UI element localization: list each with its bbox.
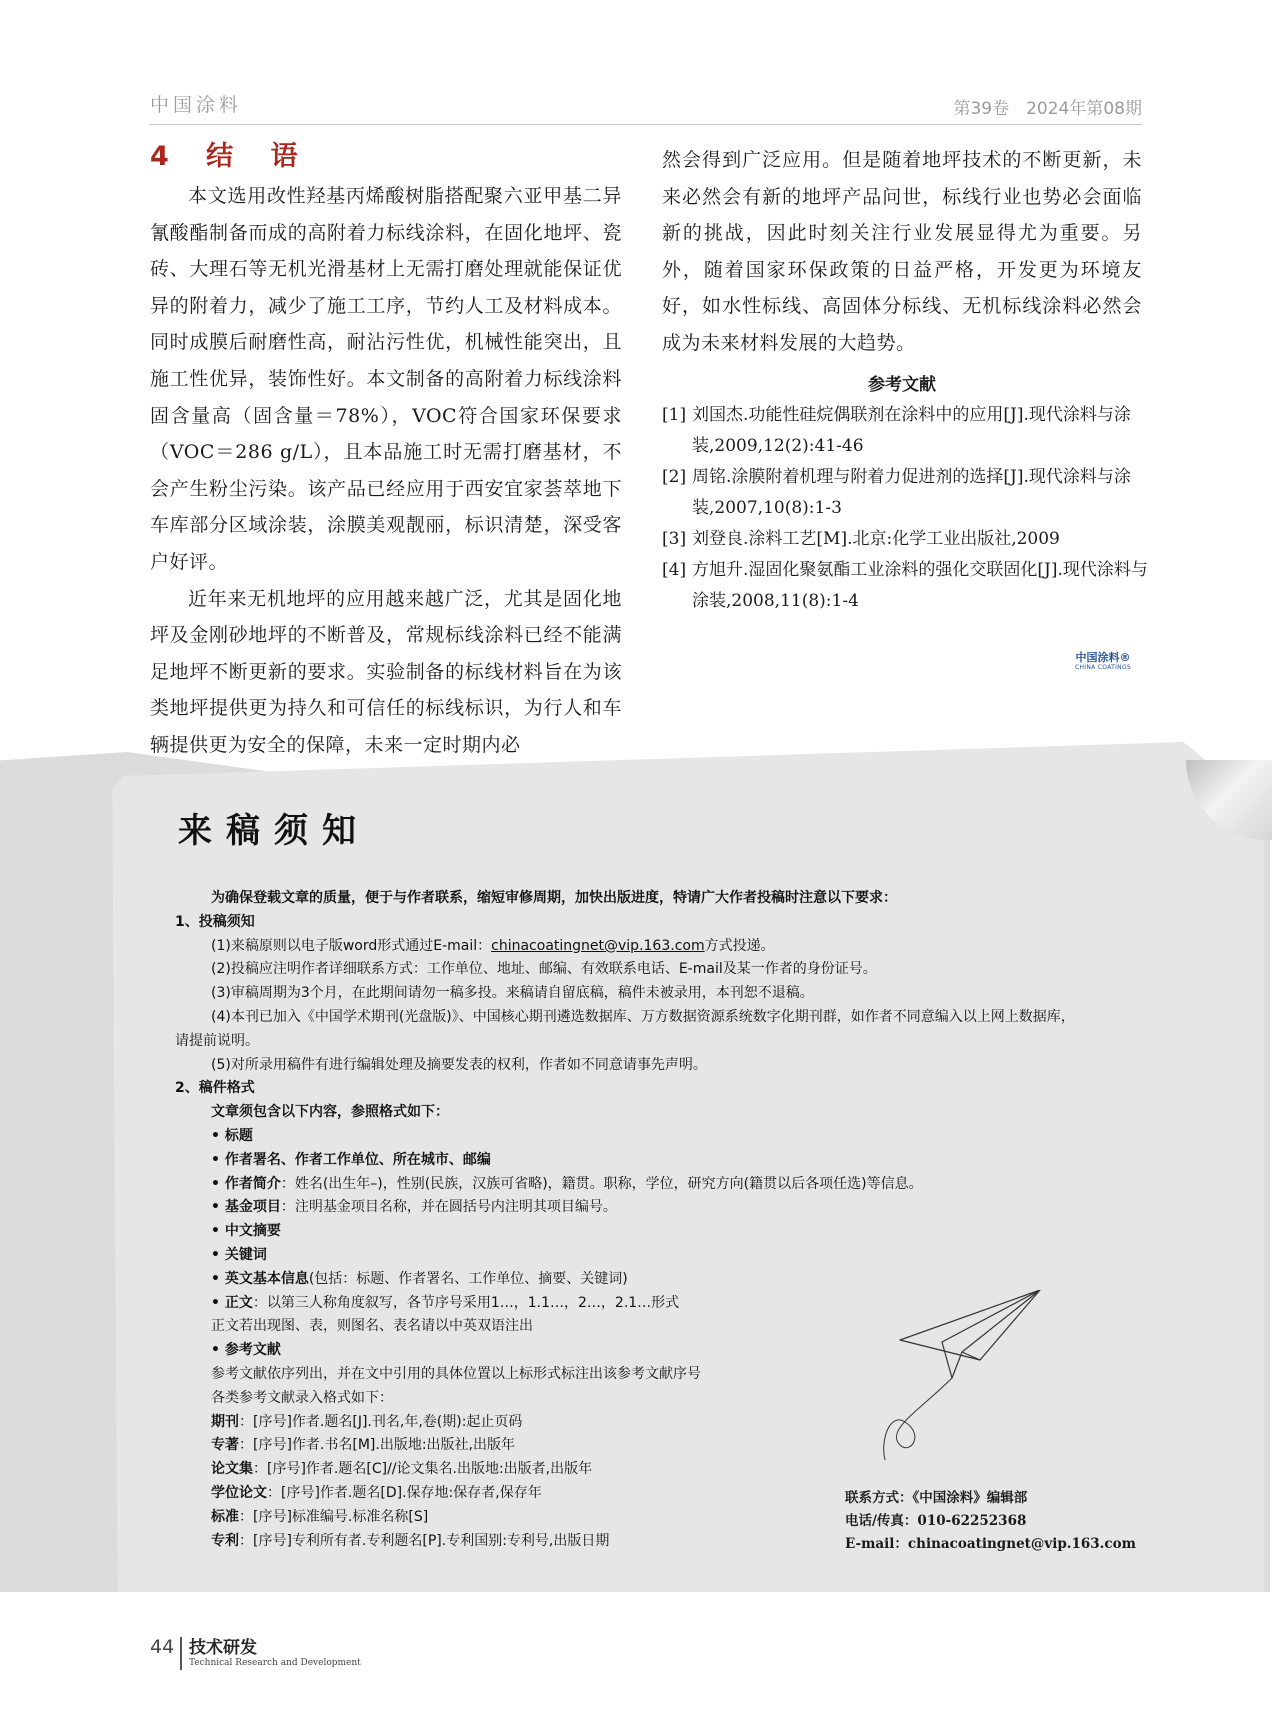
contact-editorial: 联系方式：《中国涂料》编辑部 xyxy=(845,1490,1028,1506)
reference-format-label: 标准 xyxy=(211,1508,239,1525)
format-bullet-text: ：以第三人称角度叙写，各节序号采用1…，1.1…，2…，2.1…形式 xyxy=(252,1294,680,1311)
paragraph: 本文选用改性羟基丙烯酸树脂搭配聚六亚甲基二异氰酸酯制备而成的高附着力标线涂料，在固化地坪、瓷砖、大理石等无机光滑基材上无需打磨处理就能保证优异的附着力，减少了施工工序，节约人工及材料成本。同时成膜后耐磨性高，耐沾污性优，机械性能突出，且施工性优异，装饰性好。本文制备的高附着力标线涂料固含量高（固含量＝78%），VOC符合国家环保要求（VOC＝286 g/L），且本品施工时无需打磨基材，不会产生粉尘污染。该产品已经应用于西安宜家荟萃地下车库部分区域涂装，涂膜美观靓丽，标识清楚，深受客户好评。 xyxy=(150,185,622,573)
china-coatings-logo xyxy=(1058,652,1148,671)
reference-item xyxy=(662,400,1152,462)
format-bullet xyxy=(175,1268,1175,1292)
footer-section-cn: 技术研发 xyxy=(189,1638,257,1658)
reference-format-label: 学位论文 xyxy=(211,1484,267,1501)
paper-plane-icon xyxy=(880,1290,1060,1460)
reference-number: [2] xyxy=(662,467,687,487)
format-bullet-label: • 正文 xyxy=(211,1294,253,1311)
format-bullet: • 参考文献 xyxy=(211,1342,281,1359)
reference-format-text: ：[序号]作者.题名[C]//论文集名.出版地:出版者,出版年 xyxy=(253,1461,593,1478)
left-column xyxy=(150,178,622,764)
page-number: 44 xyxy=(150,1636,175,1658)
notice-item: (4)本刊已加入《中国学术期刊(光盘版)》、中国核心期刊遴选数据库、万方数据资源系统数字化期刊群，如作者不同意编入以上网上数据库， xyxy=(211,1008,1075,1025)
reference-item xyxy=(662,524,1152,555)
notice-intro: 为确保登载文章的质量，便于与作者联系，缩短审修周期，加快出版进度，特请广大作者投稿时注意以下要求： xyxy=(211,890,897,906)
notice-section-2-title: 2、稿件格式 xyxy=(175,1080,255,1097)
format-bullet xyxy=(175,1173,1175,1197)
notice-item-continued: 请提前说明。 xyxy=(175,1032,259,1049)
notice-item xyxy=(175,935,1175,959)
reference-item xyxy=(662,555,1152,617)
notice-item-text: 方式投递。 xyxy=(704,937,775,954)
reference-format-text: ：[序号]作者.书名[M].出版地:出版社,出版年 xyxy=(239,1437,515,1454)
format-bullet-text: ：姓名(出生年–)，性别(民族，汉族可省略)，籍贯。职称，学位，研究方向(籍贯以后各项任选)等信息。 xyxy=(280,1175,923,1192)
format-bullet: • 关键词 xyxy=(211,1246,267,1263)
notice-item-text: (1)来稿原则以电子版word形式通过E-mail： xyxy=(211,937,492,954)
notice-title: 来稿须知 xyxy=(178,811,370,851)
format-intro: 文章须包含以下内容，参照格式如下： xyxy=(211,1104,449,1121)
reference-text: 周铭.涂膜附着机理与附着力促进剂的选择[J].现代涂料与涂装,2007,10(8):1-3 xyxy=(692,467,1131,518)
reference-number: [1] xyxy=(662,405,687,425)
paragraph: 然会得到广泛应用。但是随着地坪技术的不断更新，未来必然会有新的地坪产品问世，标线行业也势必会面临新的挑战，因此时刻关注行业发展显得尤为重要。另外，随着国家环保政策的日益严格，开发更为环境友好，如水性标线、高固体分标线、无机标线涂料必然会成为未来材料发展的大趋势。 xyxy=(662,149,1142,354)
format-note: 各类参考文献录入格式如下： xyxy=(211,1389,393,1406)
journal-name: 中国涂料 xyxy=(150,94,243,116)
notice-item: (3)审稿周期为3个月，在此期间请勿一稿多投。来稿请自留底稿，稿件未被录用，本刊恕不退稿。 xyxy=(211,985,814,1002)
format-bullet-label: • 基金项目 xyxy=(211,1199,281,1216)
contact-info xyxy=(845,1487,1136,1556)
reference-number: [3] xyxy=(662,529,687,549)
logo-text-cn: 中国涂料® xyxy=(1075,651,1131,664)
notice-item: (5)对所录用稿件有进行编辑处理及摘要发表的权利，作者如不同意请事先声明。 xyxy=(211,1056,707,1073)
footer-divider xyxy=(180,1637,182,1670)
reference-text: 方旭升.湿固化聚氨酯工业涂料的强化交联固化[J].现代涂料与涂装,2008,11(8):1-4 xyxy=(692,560,1148,611)
reference-format-label: 期刊 xyxy=(211,1413,239,1430)
contact-phone: 电话/传真：010-62252368 xyxy=(845,1513,1027,1529)
format-bullet: • 作者署名、作者工作单位、所在城市、邮编 xyxy=(211,1151,491,1168)
reference-format-label: 论文集 xyxy=(211,1461,253,1478)
format-bullet-text: (包括：标题、作者署名、工作单位、摘要、关键词) xyxy=(308,1270,628,1287)
submission-email-link[interactable]: chinacoatingnet@vip.163.com xyxy=(491,937,705,954)
references-list xyxy=(662,400,1152,617)
format-bullet-label: • 英文基本信息 xyxy=(211,1270,309,1287)
reference-item xyxy=(662,462,1152,524)
reference-format-text: ：[序号]专利所有者.专利题名[P].专利国别:专利号,出版日期 xyxy=(239,1532,610,1549)
reference-format-text: ：[序号]作者.题名[D].保存地:保存者,保存年 xyxy=(267,1484,542,1501)
footer-section-en: Technical Research and Development xyxy=(189,1658,361,1668)
references-title: 参考文献 xyxy=(868,375,936,395)
reference-format-label: 专利 xyxy=(211,1532,239,1549)
reference-format-text: ：[序号]标准编号.标准名称[S] xyxy=(239,1508,429,1525)
format-bullet: • 中文摘要 xyxy=(211,1223,281,1240)
format-note: 正文若出现图、表，则图名、表名请以中英双语注出 xyxy=(211,1318,533,1335)
logo-text-en: CHINA COATINGS xyxy=(1075,664,1131,671)
reference-format xyxy=(175,1458,1175,1482)
contact-email[interactable]: E-mail：chinacoatingnet@vip.163.com xyxy=(845,1536,1136,1552)
right-column xyxy=(662,142,1142,362)
notice-section-1-title: 1、投稿须知 xyxy=(175,913,255,930)
paragraph: 近年来无机地坪的应用越来越广泛，尤其是固化地坪及金刚砂地坪的不断普及，常规标线涂料已经不能满足地坪不断更新的要求。实验制备的标线材料旨在为该类地坪提供更为持久和可信任的标线标识，为行人和车辆提供更为安全的保障，未来一定时期内必 xyxy=(150,587,622,756)
issue-info: 第39卷 2024年第08期 xyxy=(953,99,1142,119)
reference-format-label: 专著 xyxy=(211,1437,239,1454)
notice-item: (2)投稿应注明作者详细联系方式：工作单位、地址、邮编、有效联系电话、E-mail及某一作者的身份证号。 xyxy=(211,961,877,978)
reference-text: 刘国杰.功能性硅烷偶联剂在涂料中的应用[J].现代涂料与涂装,2009,12(2):41-46 xyxy=(692,405,1131,456)
format-bullet-label: • 作者简介 xyxy=(211,1175,281,1192)
reference-text: 刘登良.涂料工艺[M].北京:化学工业出版社,2009 xyxy=(692,529,1060,549)
section-title: 4 结 语 xyxy=(150,141,312,172)
format-note: 参考文献依序列出，并在文中引用的具体位置以上标形式标注出该参考文献序号 xyxy=(211,1365,701,1382)
format-bullet: • 标题 xyxy=(211,1127,253,1144)
format-bullet xyxy=(175,1196,1175,1220)
reference-number: [4] xyxy=(662,560,687,580)
reference-format-text: ：[序号]作者.题名[J].刊名,年,卷(期):起止页码 xyxy=(239,1413,523,1430)
format-bullet-text: ：注明基金项目名称，并在圆括号内注明其项目编号。 xyxy=(280,1199,617,1216)
header-divider xyxy=(150,124,1142,125)
